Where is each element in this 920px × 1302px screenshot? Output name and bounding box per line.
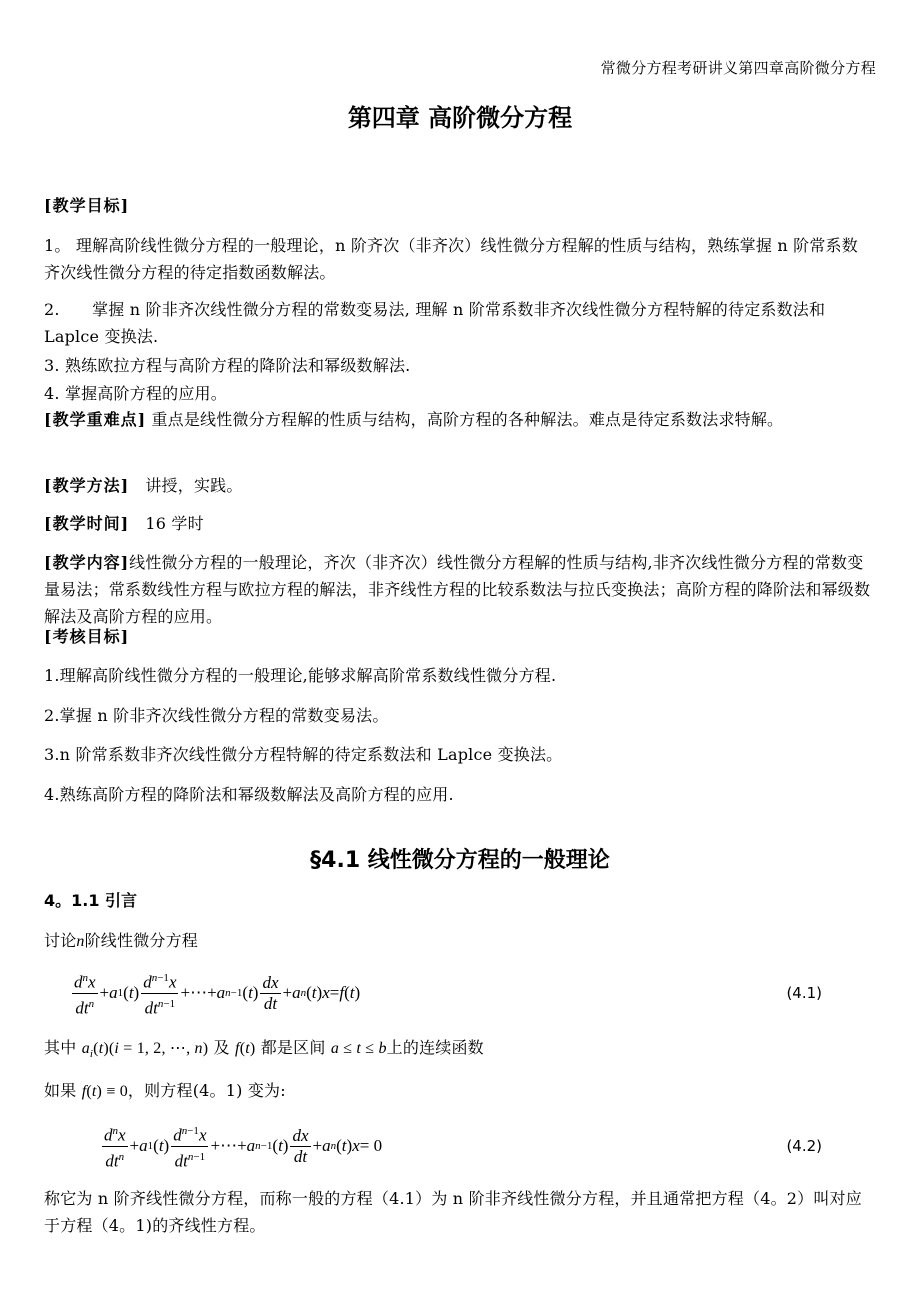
where-prefix: 其中 <box>44 1038 77 1057</box>
exam-2: 2.掌握 n 阶非齐次线性微分方程的常数变易法。 <box>44 706 389 725</box>
goals-heading <box>44 192 874 219</box>
where-line: 其中 $a_i(t)(i = 1$, 2, ⋯, n) 及 f(t) 都是区间 a ≤ t ≤ b上的连续函数 <box>44 1038 484 1061</box>
if-line: 如果 f(t) ≡ 0，则方程(4。1) 变为: <box>44 1081 286 1100</box>
content <box>44 549 874 630</box>
goal-2: 2. 掌握 n 阶非齐次线性微分方程的常数变易法, 理解 n 阶常系数非齐次线性微分方程特解的待定系数法和 Laplce 变换法. <box>44 300 826 346</box>
exam-heading <box>44 623 874 650</box>
goals-label: [教学目标] <box>44 196 130 215</box>
method-label: [教学方法] <box>44 476 130 495</box>
time <box>44 510 874 537</box>
where-suffix: 都是区间 <box>260 1038 326 1057</box>
final-paragraph: 称它为 n 阶齐线性微分方程，而称一般的方程（4.1）为 n 阶非齐线性微分方程，并且通常把方程（4。2）叫对应于方程（4。1)的齐线性方程。 <box>44 1189 862 1235</box>
time-text: 16 学时 <box>129 514 204 533</box>
where-mid: 及 <box>213 1038 230 1057</box>
exam-4: 4.熟练高阶方程的降阶法和幂级数解法及高阶方程的应用. <box>44 785 454 804</box>
equation-4-2-number: (4.2) <box>786 1137 822 1155</box>
time-label: [教学时间] <box>44 514 130 533</box>
intro-suffix: 阶线性微分方程 <box>84 931 199 950</box>
equation-4-1: $\frac{d^nx}{dt^n}$ + a 1 ( t ) $\frac{d^{n-1}x}{dt^{n-1}}$ +⋯+ a n−1 ( t ) $\frac{dx}{dt}$ + a n ( t ) x = f ( t ) <box>70 969 360 1017</box>
goal-1: 1。 理解高阶线性微分方程的一般理论，n 阶齐次（非齐次）线性微分方程解的性质与结构，熟练掌握 n 阶常系数齐次线性微分方程的待定指数函数解法。 <box>44 236 858 282</box>
where-end: 上的连续函数 <box>386 1038 484 1057</box>
exam-1: 1.理解高阶线性微分方程的一般理论,能够求解高阶常系数线性微分方程. <box>44 666 557 685</box>
content-label: [教学内容] <box>44 553 130 572</box>
exam-label: [考核目标] <box>44 627 130 646</box>
key-label: [教学重难点] <box>44 410 147 429</box>
chapter-title: 第四章 高阶微分方程 <box>347 104 573 132</box>
key-text: 重点是线性微分方程解的性质与结构，高阶方程的各种解法。难点是待定系数法求特解。 <box>146 410 784 429</box>
equation-4-2: $\frac{d^nx}{dt^n}$ + a 1 ( t ) $\frac{d^{n-1}x}{dt^{n-1}}$ +⋯+ a n−1 ( t ) $\frac{dx}{dt}$ + a n ( t ) x = 0 <box>100 1122 382 1170</box>
intro-prefix: 讨论 <box>44 931 77 950</box>
running-header: 常微分方程考研讲义第四章高阶微分方程 <box>600 59 876 77</box>
method-text: 讲授，实践。 <box>129 476 243 495</box>
exam-3: 3.n 阶常系数非齐次线性微分方程特解的待定系数法和 Laplce 变换法。 <box>44 745 563 764</box>
goal-3: 3. 熟练欧拉方程与高阶方程的降阶法和幂级数解法. <box>44 356 411 375</box>
goal-4: 4. 掌握高阶方程的应用。 <box>44 384 227 403</box>
subsection-title: 4。1.1 引言 <box>44 891 138 910</box>
intro-n: n <box>76 933 85 950</box>
content-text: 线性微分方程的一般理论，齐次（非齐次）线性微分方程解的性质与结构,非齐次线性微分方程的常数变量易法；常系数线性方程与欧拉方程的解法，非齐线性方程的比较系数法与拉氏变换法；高阶方程的降阶法和幂级数解法及高阶方程的应用。 <box>44 553 871 626</box>
equation-4-1-number: (4.1) <box>786 984 822 1002</box>
section-title: §4.1 线性微分方程的一般理论 <box>310 848 610 873</box>
if-suffix: ，则方程(4。1) 变为: <box>127 1081 286 1100</box>
if-prefix: 如果 <box>44 1081 77 1100</box>
method <box>44 472 874 499</box>
key-points <box>44 406 874 433</box>
intro-line <box>44 927 874 955</box>
